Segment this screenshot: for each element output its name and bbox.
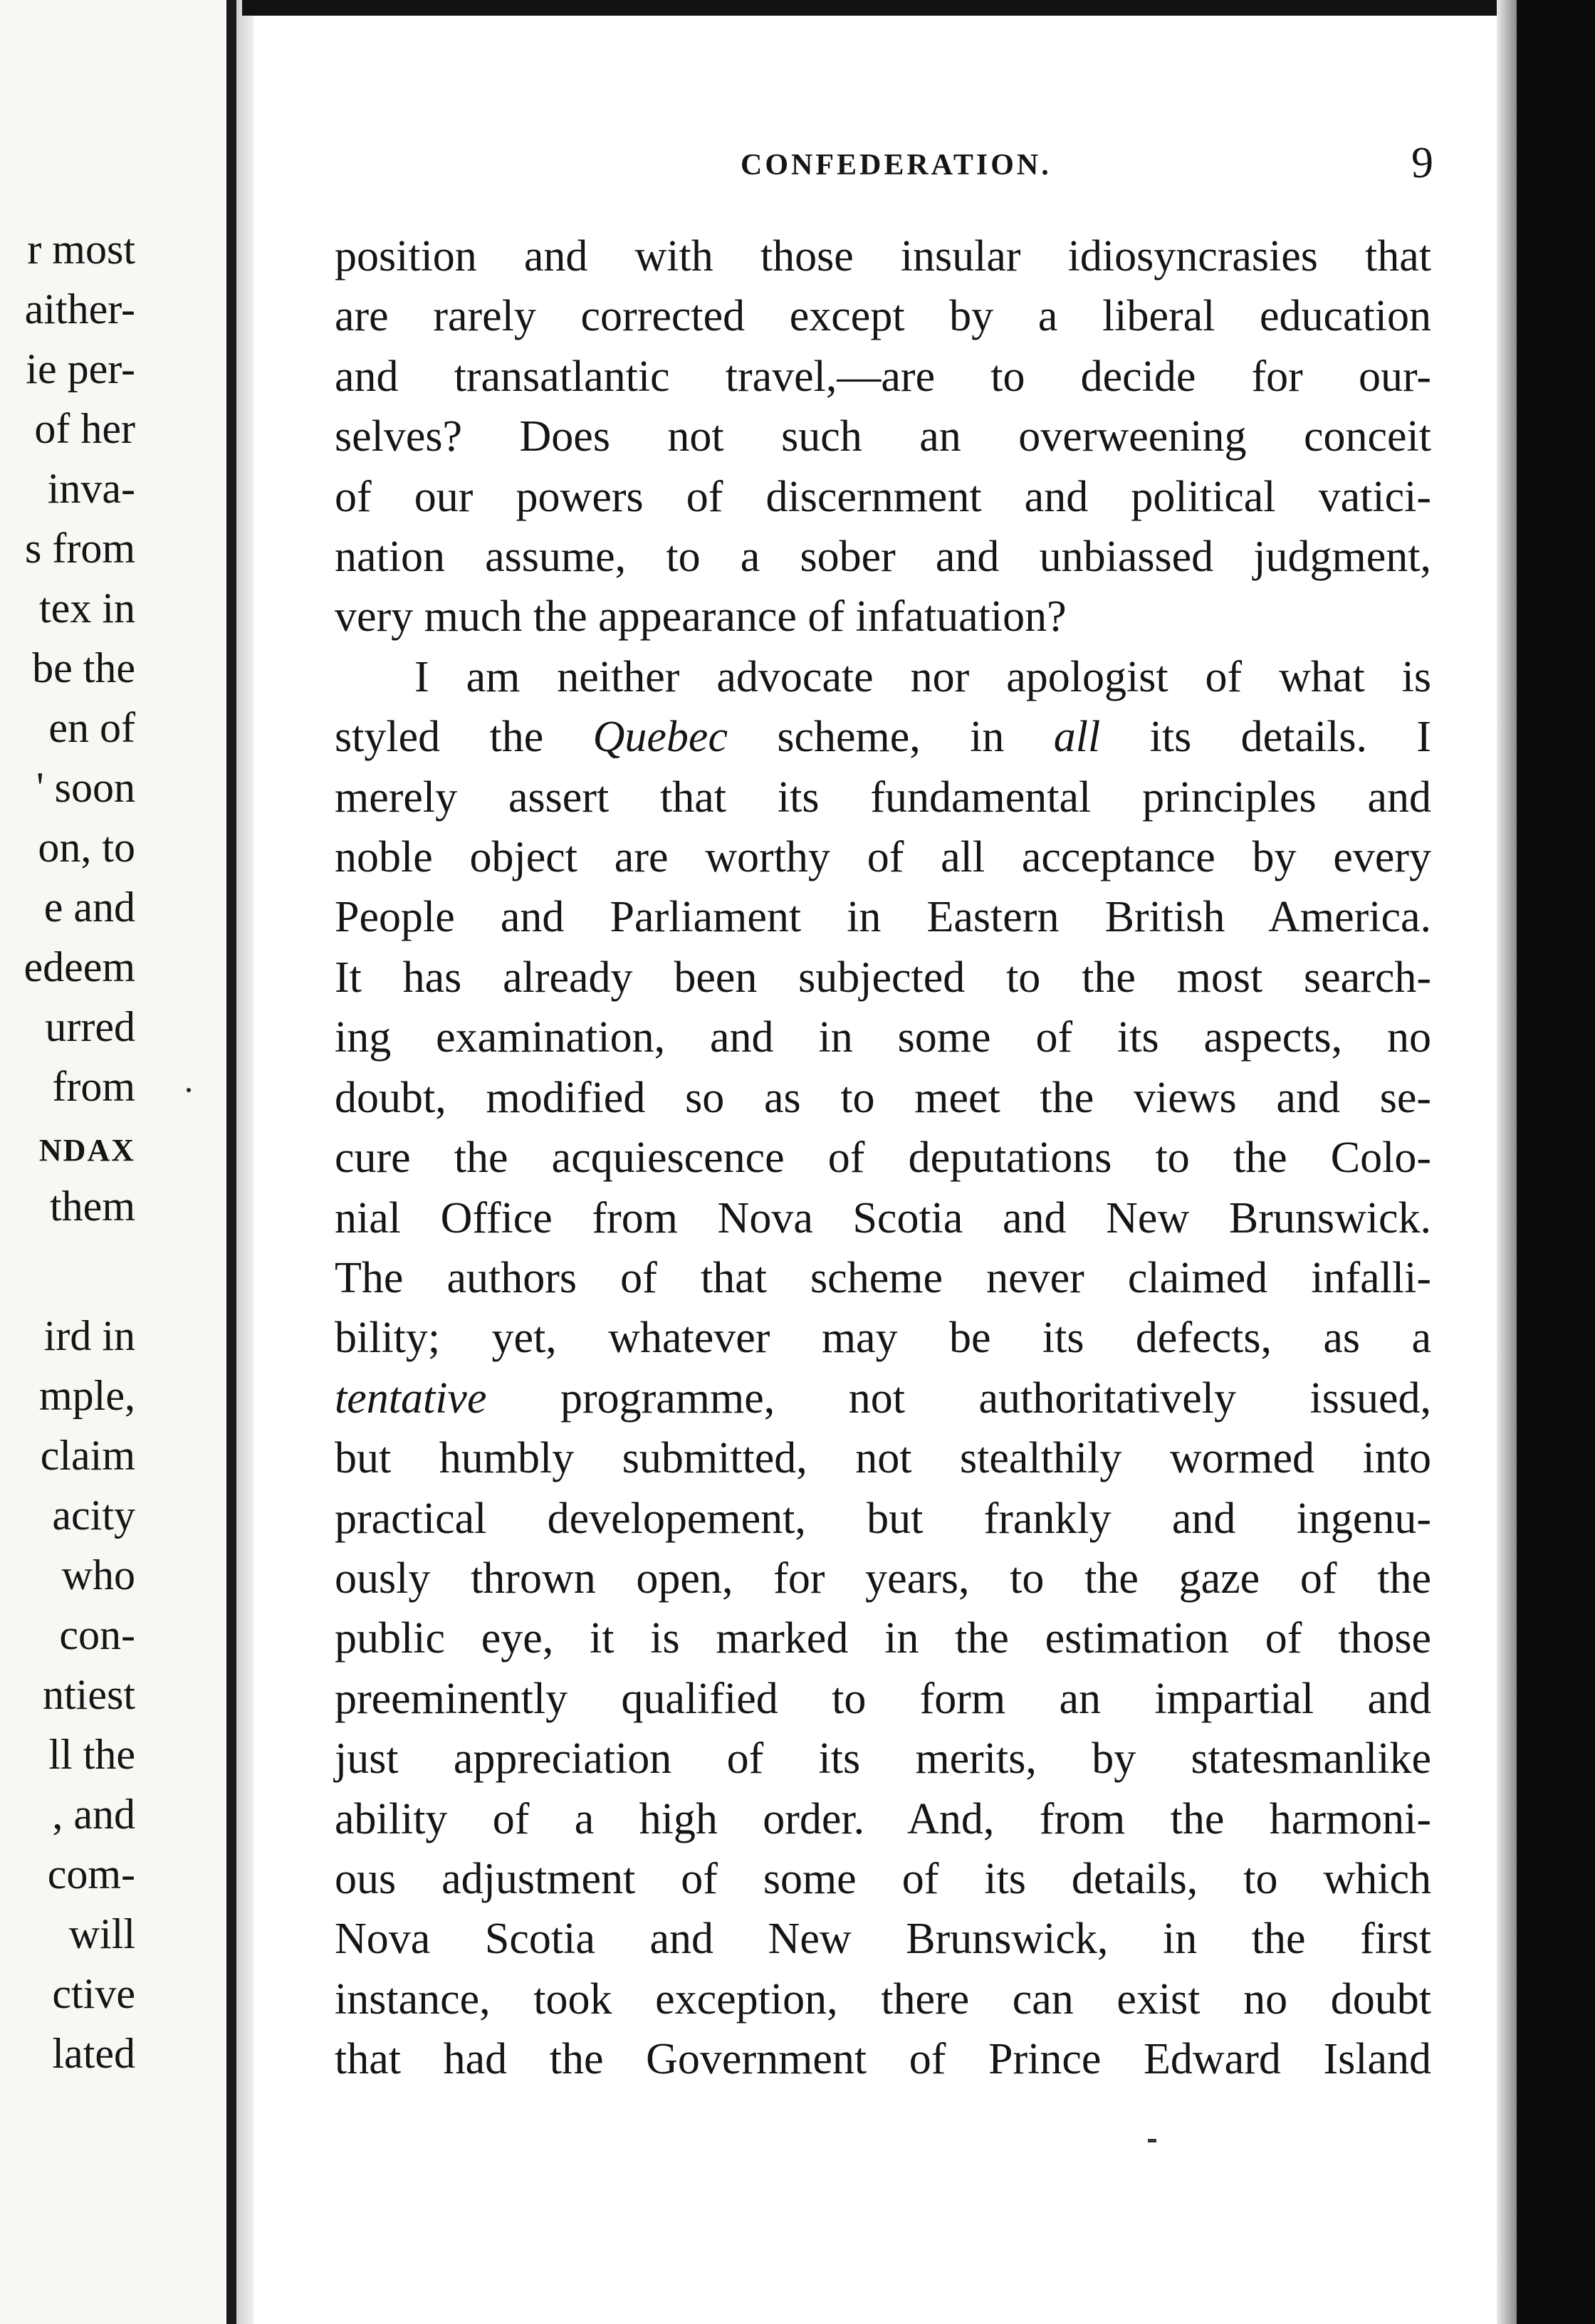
text-line: just appreciation of its merits, by statesmanlike: [335, 1734, 1431, 1784]
left-fragment: ntiest: [43, 1671, 135, 1718]
italic-term: tentative: [335, 1373, 487, 1423]
scan-right-border: [1517, 0, 1595, 2324]
book-gutter-highlight: [236, 0, 253, 2324]
left-fragment: ' soon: [36, 764, 135, 811]
italic-emphasis: all: [1053, 713, 1101, 762]
text-line: Nova Scotia and New Brunswick, in the first: [335, 1915, 1431, 1964]
left-fragment: of her: [34, 405, 135, 452]
left-fragment: from: [52, 1063, 135, 1110]
text-line: and transatlantic travel,—are to decide for our-: [335, 352, 1431, 401]
text-line: nation assume, to a sober and unbiassed judgment,: [335, 533, 1431, 582]
text-line: The authors of that scheme never claimed infalli-: [335, 1253, 1431, 1302]
left-fragment: on, to: [38, 824, 135, 871]
left-fragment: e and: [43, 884, 135, 931]
scan-top-border: [242, 0, 1595, 16]
left-fragment: be the: [32, 644, 135, 691]
paragraph-start-line: I am neither advocate nor apologist of what is: [414, 652, 1431, 701]
left-fragment: com-: [47, 1851, 135, 1898]
text-line: ous adjustment of some of its details, to which: [335, 1854, 1431, 1903]
running-head: CONFEDERATION.: [741, 149, 1052, 182]
left-fragment: tex in: [39, 585, 135, 632]
left-fragment: lated: [52, 2030, 135, 2077]
text-line: that had the Government of Prince Edward Island: [335, 2035, 1431, 2084]
text-line: ing examination, and in some of its aspects, no: [335, 1013, 1431, 1062]
text-line: ously thrown open, for years, to the gaze of the: [335, 1554, 1431, 1603]
left-fragment: , and: [52, 1791, 135, 1838]
scan-speck: [1148, 2139, 1156, 2142]
text-line: styled the Quebec scheme, in all its details. I: [335, 713, 1431, 762]
text-line: practical developement, but frankly and ingenu-: [335, 1494, 1431, 1543]
left-fragment: r most: [27, 226, 135, 273]
body-text: [335, 226, 1431, 2090]
text-line: doubt, modified so as to meet the views and se-: [335, 1073, 1431, 1122]
left-fragment: en of: [48, 704, 135, 751]
left-fragment: con-: [59, 1611, 135, 1658]
left-fragment: acity: [52, 1492, 135, 1539]
text-line: It has already been subjected to the most search-: [335, 953, 1431, 1002]
text-line: of our powers of discernment and political vatici-: [335, 472, 1431, 521]
book-gutter-shadow: [226, 0, 236, 2324]
left-fragment: ie per-: [26, 345, 135, 392]
text-line: very much the appearance of infatuation?: [335, 592, 1067, 642]
left-fragment: NDAX: [38, 1133, 135, 1168]
left-fragment: mple,: [39, 1372, 135, 1419]
text-line: nial Office from Nova Scotia and New Brunswick.: [335, 1193, 1431, 1242]
left-fragment: who: [61, 1551, 135, 1598]
left-fragment: claim: [40, 1432, 135, 1479]
left-fragment: will: [68, 1910, 135, 1957]
text-line: People and Parliament in Eastern British America.: [335, 893, 1431, 942]
text-line: are rarely corrected except by a liberal education: [335, 292, 1431, 341]
text-line: cure the acquiescence of deputations to the Colo-: [335, 1134, 1431, 1183]
text-line: merely assert that its fundamental principles and: [335, 773, 1431, 822]
text-line: instance, took exception, there can exist no doubt: [335, 1974, 1431, 2024]
left-fragment: s from: [25, 525, 135, 572]
left-fragment: edeem: [23, 943, 135, 990]
left-fragment: ctive: [52, 1970, 135, 2017]
text-line: selves? Does not such an overweening conceit: [335, 412, 1431, 461]
left-fragment: ird in: [43, 1312, 135, 1359]
text-line: bility; yet, whatever may be its defects, as a: [335, 1314, 1431, 1363]
text-line: tentative programme, not authoritatively issued,: [335, 1373, 1431, 1423]
left-fragment: inva-: [47, 465, 135, 512]
left-fragment: ll the: [48, 1731, 135, 1778]
page-edge-shadow: [1497, 0, 1517, 2324]
page-number: 9: [1411, 139, 1433, 187]
left-fragment: aither-: [24, 286, 135, 333]
text-line: but humbly submitted, not stealthily wormed into: [335, 1434, 1431, 1483]
text-line: ability of a high order. And, from the harmoni-: [335, 1794, 1431, 1843]
left-fragment: them: [50, 1183, 135, 1230]
scan-speck: [187, 1088, 191, 1092]
text-line: preeminently qualified to form an impartial and: [335, 1674, 1431, 1723]
text-line: position and with those insular idiosyncrasies that: [335, 232, 1431, 281]
italic-term: Quebec: [592, 713, 728, 762]
left-fragment: urred: [45, 1003, 135, 1050]
text-line: noble object are worthy of all acceptance by every: [335, 833, 1431, 882]
text-line: public eye, it is marked in the estimation of those: [335, 1614, 1431, 1663]
facing-page-fragment: [0, 0, 242, 2324]
